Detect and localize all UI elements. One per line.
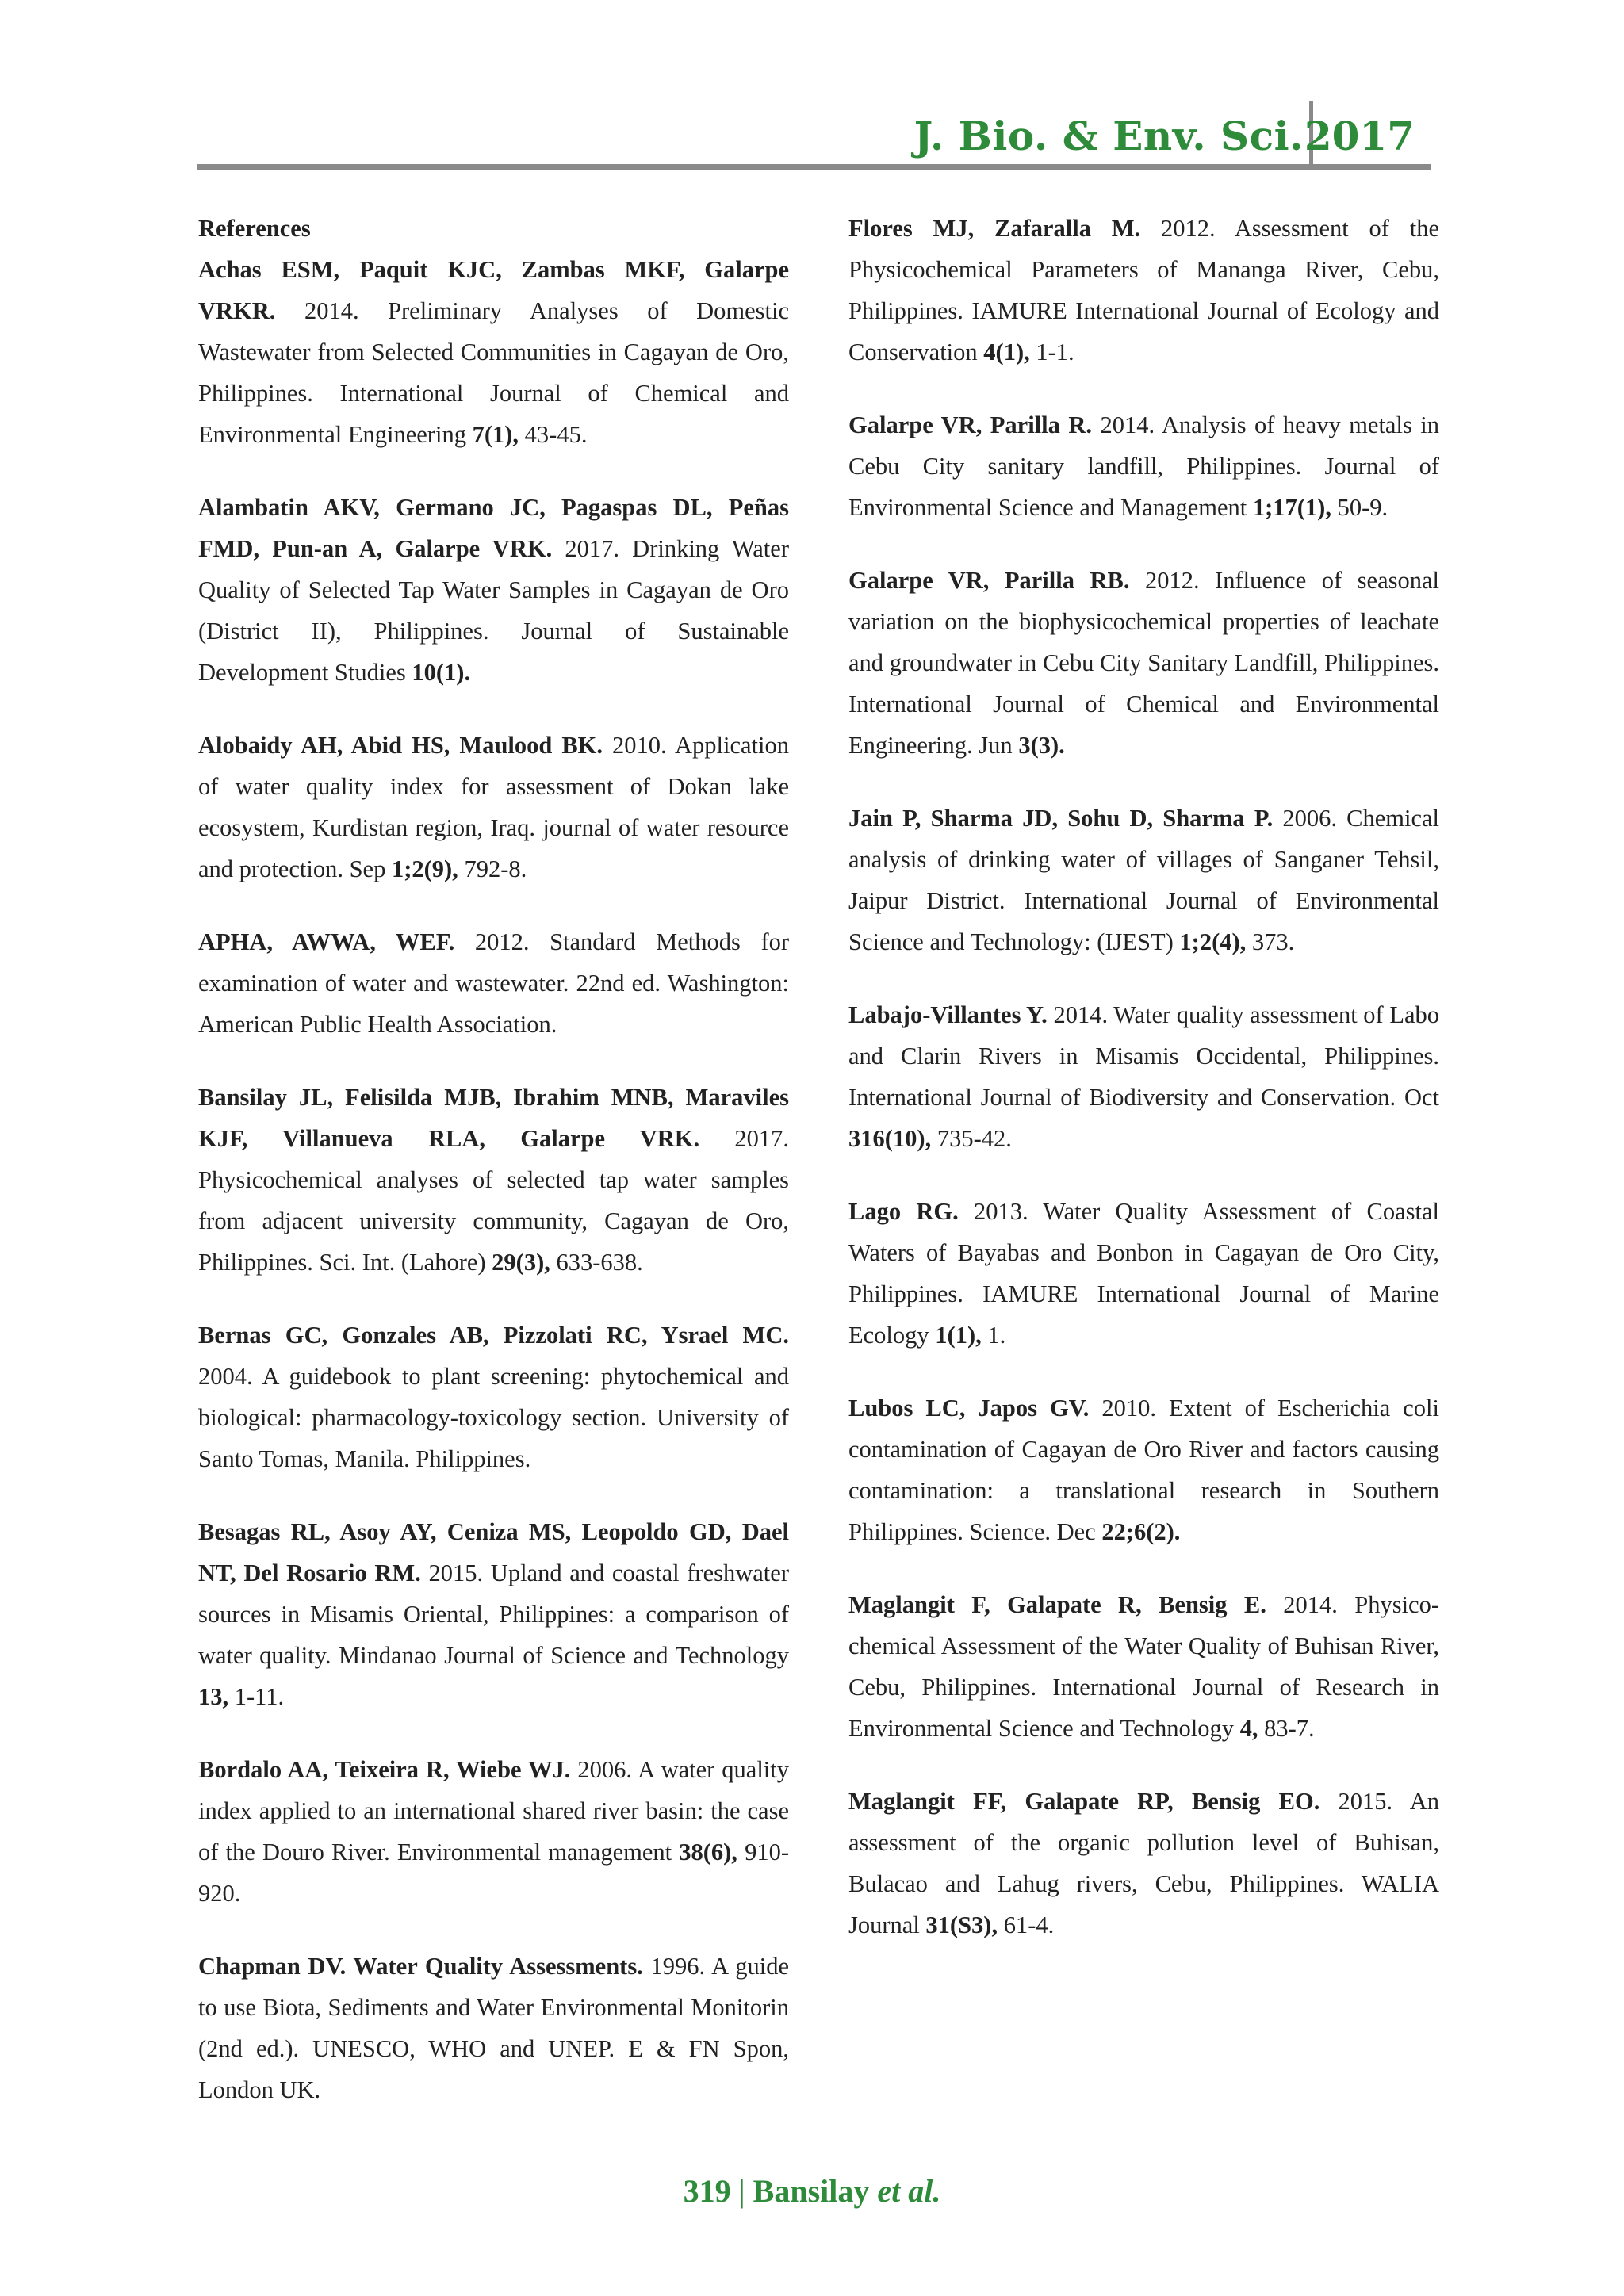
reference-entry [198,1946,789,2110]
page-header [197,101,1431,168]
reference-authors: Labajo-Villantes Y. [848,1001,1048,1028]
reference-authors: Bansilay JL, Felisilda MJB, Ibrahim MNB, Maraviles KJF, Villanueva RLA, Galarpe VRK. [198,1084,789,1152]
reference-volume: 29(3), [492,1249,550,1276]
reference-entry [848,798,1439,962]
reference-pages: 50-9. [1331,494,1388,521]
reference-text: 2006. Chemical analysis of drinking water of villages of Sanganer Tehsil, Jaipur District. International Journal of Environmental Science and Technology: (IJEST) [848,805,1439,955]
reference-authors: Lubos LC, Japos GV. [848,1395,1090,1422]
footer-author: Bansilay [753,2173,870,2209]
reference-authors: Bordalo AA, Teixeira R, Wiebe WJ. [198,1756,571,1783]
page-footer [0,2172,1624,2210]
reference-pages: 83-7. [1258,1715,1315,1742]
reference-text: 2012. Assessment of the Physicochemical Parameters of Mananga River, Cebu, Philippines. IAMURE International Journal of Ecology and Conservation [848,215,1439,365]
reference-authors: Jain P, Sharma JD, Sohu D, Sharma P. [848,805,1274,832]
reference-pages: 61-4. [998,1911,1055,1938]
reference-authors: Galarpe VR, Parilla RB. [848,567,1130,594]
reference-text: 2014. Water quality assessment of Labo and Clarin Rivers in Misamis Occidental, Philippines. International Journal of Biodiversity and Conservation. Oct [848,1001,1440,1111]
reference-pages: 792-8. [458,855,527,882]
reference-text: 2017. Physicochemical analyses of selected tap water samples from adjacent university community, Cagayan de Oro, Philippines. Sci. Int. (Lahore) [198,1125,790,1276]
reference-authors: Maglangit F, Galapate R, Bensig E. [848,1591,1266,1618]
reference-pages: 1. [981,1322,1006,1349]
reference-authors: Lago RG. [848,1198,959,1225]
reference-volume: 4(1), [983,339,1030,365]
reference-entry [198,249,789,455]
reference-entry [848,994,1439,1159]
reference-authors: Flores MJ, Zafaralla M. [848,215,1141,242]
reference-volume: 1;17(1), [1252,494,1331,521]
reference-text: 2012. Influence of seasonal variation on the biophysicochemical properties of leachate and groundwater in Cebu City Sanitary Landfill, Philippines. International Journal of Chemical and Environmental Engineering. Jun [848,567,1439,759]
reference-pages: 910-920. [198,1839,789,1907]
reference-entry [198,1511,789,1717]
references-right-column [848,208,1439,1977]
reference-text: 2012. Standard Methods for examination of water and wastewater. 22nd ed. Washington: American Public Health Association. [198,928,790,1038]
references-heading: References [198,215,311,242]
reference-volume: 1(1), [935,1322,982,1349]
reference-entry [848,1584,1439,1749]
reference-entry [848,404,1439,528]
reference-authors: Bernas GC, Gonzales AB, Pizzolati RC, Ysrael MC. [198,1322,789,1349]
journal-title: J. Bio. & Env. Sci. [914,113,1304,159]
reference-text: 2014. Analysis of heavy metals in Cebu City sanitary landfill, Philippines. Journal of Environmental Science and Management [848,411,1439,521]
reference-entry [198,725,789,890]
reference-pages: 1-1. [1029,339,1074,365]
reference-volume: 3(3). [1018,732,1065,759]
reference-entry [198,921,789,1045]
reference-volume: 10(1). [412,659,471,686]
reference-authors: Besagas RL, Asoy AY, Ceniza MS, Leopoldo GD, Dael NT, Del Rosario RM. [198,1518,789,1586]
reference-entry [198,1077,789,1283]
journal-year: 2017 [1304,113,1415,159]
reference-entry [198,1749,789,1914]
reference-entry [848,1387,1439,1552]
reference-entry [198,1314,789,1479]
reference-volume: 38(6), [679,1839,737,1866]
reference-text: 2010. Application of water quality index for assessment of Dokan lake ecosystem, Kurdistan region, Iraq. journal of water resource and protection. Sep [198,732,789,882]
reference-authors: Achas ESM, Paquit KJC, Zambas MKF, Galarpe VRKR. [198,256,789,324]
reference-pages: 633-638. [550,1249,643,1276]
reference-text: 2015. Upland and coastal freshwater sources in Misamis Oriental, Philippines: a comparison of water quality. Mindanao Journal of Science and Technology [198,1559,789,1669]
reference-authors: Galarpe VR, Parilla R. [848,411,1092,438]
reference-volume: 22;6(2). [1101,1518,1181,1545]
reference-entry [848,1191,1439,1356]
reference-volume: 4, [1239,1715,1258,1742]
reference-text: 2004. A guidebook to plant screening: phytochemical and biological: pharmacology-toxicology section. University of Santo Tomas, Manila. Philippines. [198,1363,789,1472]
reference-text: 2006. A water quality index applied to an international shared river basin: the case of the Douro River. Environmental management [198,1756,789,1866]
reference-pages: 735-42. [931,1125,1012,1152]
reference-authors: Maglangit FF, Galapate RP, Bensig EO. [848,1788,1320,1815]
page-number: 319 [683,2173,731,2209]
footer-etal: et al. [877,2173,941,2209]
reference-pages: 373. [1246,928,1295,955]
reference-authors: Alambatin AKV, Germano JC, Pagaspas DL, Peñas FMD, Pun-an A, Galarpe VRK. [198,494,789,562]
reference-text: 2014. Physico-chemical Assessment of the Water Quality of Buhisan River, Cebu, Philippines. International Journal of Research in Environmental Science and Technology [848,1591,1439,1742]
footer-separator: | [738,2173,745,2209]
reference-text: 2013. Water Quality Assessment of Coastal Waters of Bayabas and Bonbon in Cagayan de Oro City, Philippines. IAMURE International Journal of Marine Ecology [848,1198,1439,1349]
reference-volume: 1;2(9), [391,855,458,882]
reference-text: 2014. Preliminary Analyses of Domestic Wastewater from Selected Communities in Cagayan de Oro, Philippines. International Journal of Chemical and Environmental Engineering [198,297,789,448]
reference-volume: 7(1), [472,421,519,448]
reference-text: 2015. An assessment of the organic pollution level of Buhisan, Bulacao and Lahug rivers, Cebu, Philippines. WALIA Journal [848,1788,1440,1938]
reference-pages: 43-45. [519,421,588,448]
reference-entry [198,487,789,693]
reference-volume: 31(S3), [925,1911,998,1938]
reference-pages: 1-11. [228,1683,285,1710]
reference-text: 2017. Drinking Water Quality of Selected Tap Water Samples in Cagayan de Oro (District II), Philippines. Journal of Sustainable Development Studies [198,535,789,686]
header-rule [197,164,1431,170]
reference-authors: Chapman DV. Water Quality Assessments. [198,1953,643,1980]
reference-text: 1996. A guide to use Biota, Sediments and Water Environmental Monitorin (2nd ed.). UNESCO, WHO and UNEP. E & FN Spon, London UK. [198,1953,789,2103]
reference-volume: 1;2(4), [1179,928,1247,955]
reference-volume: 316(10), [848,1125,932,1152]
reference-entry [848,1781,1439,1946]
references-left-column [198,208,789,2142]
reference-authors: Alobaidy AH, Abid HS, Maulood BK. [198,732,603,759]
reference-entry [848,208,1439,373]
reference-entry [848,560,1439,766]
reference-text: 2010. Extent of Escherichia coli contamination of Cagayan de Oro River and factors causing contamination: a translational research in Southern Philippines. Science. Dec [848,1395,1439,1545]
reference-volume: 13, [198,1683,229,1710]
reference-authors: APHA, AWWA, WEF. [198,928,455,955]
